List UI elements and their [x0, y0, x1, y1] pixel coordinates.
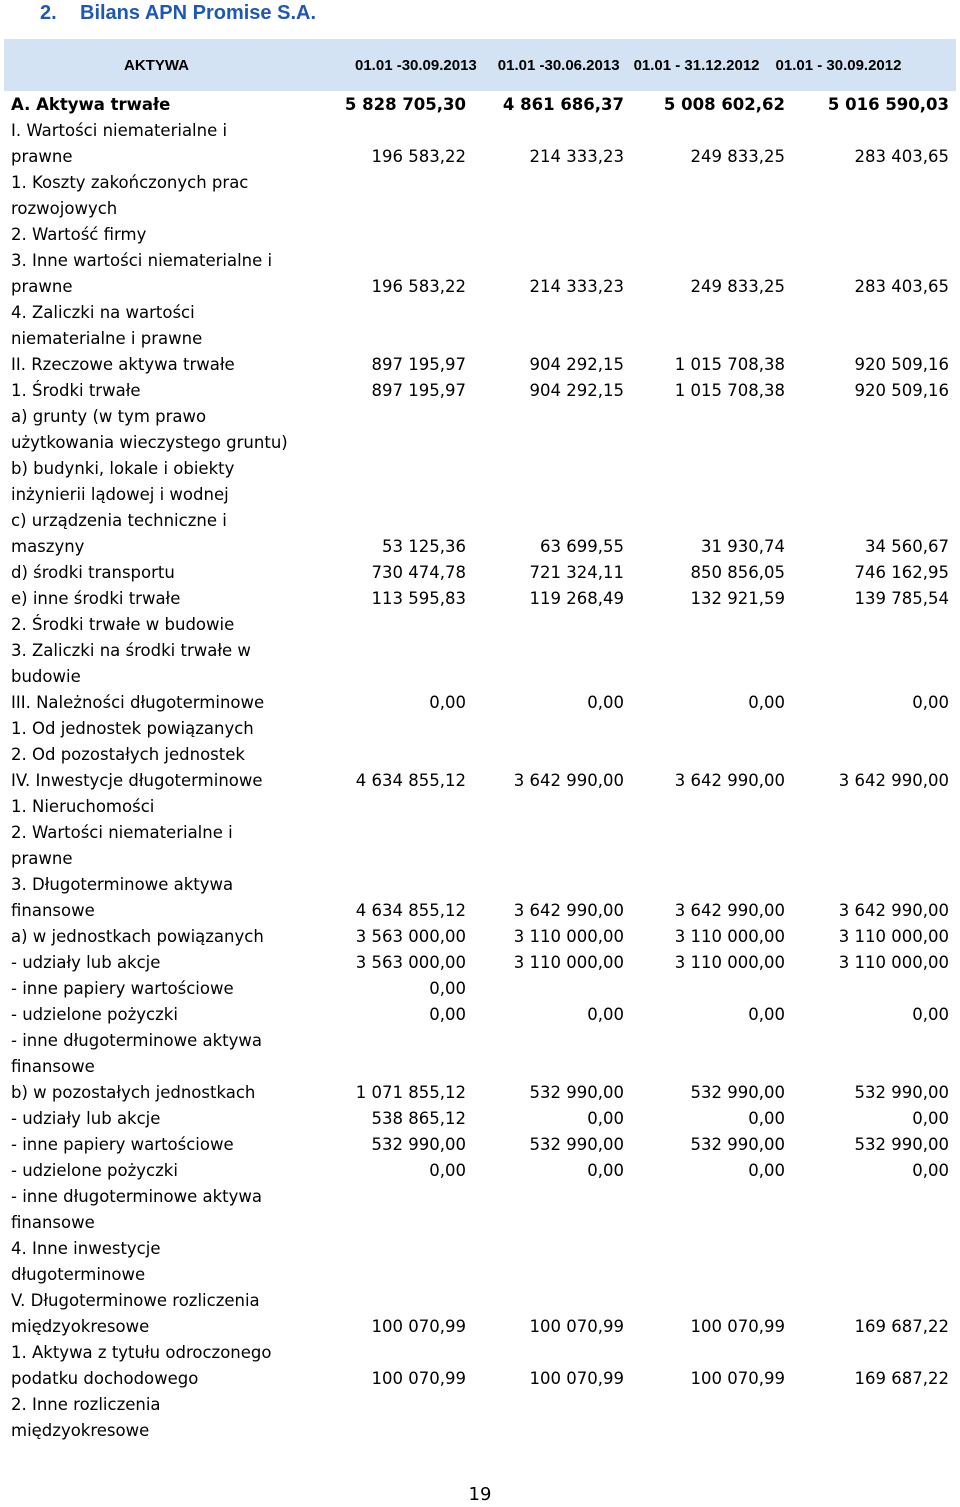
row-label [4, 1236, 334, 1288]
row-value-period-2: 532 990,00 [529, 1135, 624, 1154]
row-label [4, 1392, 334, 1444]
row-label [4, 794, 334, 820]
row-label-line: maszyny [11, 537, 85, 556]
row-value-period-4: 920 509,16 [854, 381, 949, 400]
table-row [4, 976, 956, 1002]
table-row [4, 352, 956, 378]
row-value-period-2: 214 333,23 [529, 147, 624, 166]
row-value-period-1: 532 990,00 [371, 1135, 466, 1154]
row-value-period-2: 214 333,23 [529, 277, 624, 296]
row-label-line: finansowe [11, 1057, 95, 1076]
row-value-period-1: 3 563 000,00 [355, 953, 466, 972]
row-label-line: V. Długoterminowe rozliczenia [11, 1291, 260, 1310]
table-row [4, 508, 956, 560]
table-row [4, 742, 956, 768]
table-body [4, 91, 956, 1444]
row-label-line: - inne papiery wartościowe [11, 1135, 234, 1154]
row-label [4, 1288, 334, 1340]
row-value-period-2: 4 861 686,37 [502, 95, 624, 114]
row-label-line: międzyokresowe [11, 1421, 150, 1440]
row-value-period-3: 0,00 [748, 1109, 785, 1128]
row-label [4, 508, 334, 560]
table-row [4, 1158, 956, 1184]
row-label-line: 2. Wartości niematerialne i [11, 823, 233, 842]
header-period-1: 01.01 -30.09.2013 [355, 56, 477, 74]
row-label-line: a) grunty (w tym prawo [11, 407, 207, 426]
header-period-4: 01.01 - 30.09.2012 [775, 56, 902, 74]
row-value-period-4: 34 560,67 [865, 537, 949, 556]
row-value-period-4: 532 990,00 [854, 1083, 949, 1102]
row-value-period-1: 4 634 855,12 [355, 901, 466, 920]
row-label-line: 4. Zaliczki na wartości [11, 303, 195, 322]
row-value-period-2: 0,00 [587, 693, 624, 712]
row-value-period-3: 1 015 708,38 [674, 355, 785, 374]
row-label [4, 404, 334, 456]
table-row [4, 690, 956, 716]
row-value-period-1: 730 474,78 [371, 563, 466, 582]
row-label [4, 638, 334, 690]
row-value-period-2: 100 070,99 [529, 1317, 624, 1336]
row-label [4, 950, 334, 976]
row-label [4, 1002, 334, 1028]
row-value-period-3: 100 070,99 [690, 1369, 785, 1388]
balance-sheet-table [4, 39, 956, 1444]
row-label [4, 612, 334, 638]
row-value-period-3: 0,00 [748, 693, 785, 712]
table-row [4, 872, 956, 924]
row-label-line: b) budynki, lokale i obiekty [11, 459, 235, 478]
row-label-line: - inne długoterminowe aktywa [11, 1187, 263, 1206]
row-value-period-2: 0,00 [587, 1109, 624, 1128]
row-value-period-3: 100 070,99 [690, 1317, 785, 1336]
row-label [4, 352, 334, 378]
row-value-period-4: 3 110 000,00 [838, 927, 949, 946]
row-label [4, 872, 334, 924]
row-value-period-4: 920 509,16 [854, 355, 949, 374]
row-label [4, 222, 334, 248]
row-label-line: - udzielone pożyczki [11, 1005, 178, 1024]
row-label-line: finansowe [11, 1213, 95, 1232]
row-value-period-4: 169 687,22 [854, 1369, 949, 1388]
row-label-line: 1. Nieruchomości [11, 797, 155, 816]
row-value-period-1: 0,00 [429, 693, 466, 712]
row-label-line: - udzielone pożyczki [11, 1161, 178, 1180]
row-label [4, 716, 334, 742]
row-label-line: - udziały lub akcje [11, 1109, 161, 1128]
row-label-line: 3. Inne wartości niematerialne i [11, 251, 273, 270]
table-row [4, 170, 956, 222]
row-value-period-2: 0,00 [587, 1005, 624, 1024]
table-row [4, 1288, 956, 1340]
row-label [4, 820, 334, 872]
table-row [4, 586, 956, 612]
row-label-line: rozwojowych [11, 199, 118, 218]
row-label-line: prawne [11, 147, 73, 166]
row-label-line: b) w pozostałych jednostkach [11, 1083, 256, 1102]
row-label [4, 1184, 334, 1236]
row-value-period-3: 249 833,25 [690, 147, 785, 166]
row-value-period-4: 0,00 [912, 1005, 949, 1024]
table-row [4, 1132, 956, 1158]
row-value-period-4: 0,00 [912, 693, 949, 712]
row-label [4, 768, 334, 794]
row-label-line: finansowe [11, 901, 95, 920]
row-value-period-3: 3 110 000,00 [674, 927, 785, 946]
row-label [4, 560, 334, 586]
row-label-line: użytkowania wieczystego gruntu) [11, 433, 288, 452]
row-value-period-1: 0,00 [429, 1161, 466, 1180]
row-value-period-3: 532 990,00 [690, 1083, 785, 1102]
row-label-line: 3. Zaliczki na środki trwałe w [11, 641, 251, 660]
row-label [4, 1340, 334, 1392]
row-value-period-2: 3 642 990,00 [513, 771, 624, 790]
row-label-line: 2. Środki trwałe w budowie [11, 615, 235, 634]
row-value-period-4: 0,00 [912, 1161, 949, 1180]
row-label-line: c) urządzenia techniczne i [11, 511, 227, 530]
row-value-period-3: 532 990,00 [690, 1135, 785, 1154]
row-value-period-1: 0,00 [429, 979, 466, 998]
row-label [4, 170, 334, 222]
row-label-line: - udziały lub akcje [11, 953, 161, 972]
row-label-line: e) inne środki trwałe [11, 589, 181, 608]
row-value-period-2: 100 070,99 [529, 1369, 624, 1388]
row-label [4, 586, 334, 612]
row-value-period-1: 897 195,97 [371, 355, 466, 374]
table-row [4, 950, 956, 976]
row-label-line: 1. Od jednostek powiązanych [11, 719, 254, 738]
row-value-period-3: 5 008 602,62 [663, 95, 785, 114]
row-label [4, 742, 334, 768]
row-label [4, 1080, 334, 1106]
row-value-period-1: 53 125,36 [382, 537, 466, 556]
table-row [4, 1392, 956, 1444]
table-row [4, 1236, 956, 1288]
table-row [4, 248, 956, 300]
row-value-period-1: 3 563 000,00 [355, 927, 466, 946]
row-value-period-1: 196 583,22 [371, 277, 466, 296]
header-period-3: 01.01 - 31.12.2012 [633, 56, 760, 74]
section-title: Bilans APN Promise S.A. [80, 2, 316, 24]
table-row [4, 1106, 956, 1132]
row-label-line: A. Aktywa trwałe [11, 95, 171, 114]
section-number: 2. [40, 2, 57, 24]
table-row [4, 820, 956, 872]
table-row [4, 1184, 956, 1236]
row-value-period-4: 3 110 000,00 [838, 953, 949, 972]
row-label-line: III. Należności długoterminowe [11, 693, 265, 712]
row-label [4, 1106, 334, 1132]
row-value-period-1: 897 195,97 [371, 381, 466, 400]
row-value-period-4: 169 687,22 [854, 1317, 949, 1336]
row-label [4, 1028, 334, 1080]
row-value-period-1: 100 070,99 [371, 1317, 466, 1336]
table-row [4, 1002, 956, 1028]
row-value-period-4: 532 990,00 [854, 1135, 949, 1154]
row-label [4, 456, 334, 508]
table-row [4, 638, 956, 690]
row-label [4, 92, 334, 118]
row-value-period-1: 538 865,12 [371, 1109, 466, 1128]
row-label-line: 1. Aktywa z tytułu odroczonego [11, 1343, 272, 1362]
row-value-period-2: 3 642 990,00 [513, 901, 624, 920]
row-label-line: - inne papiery wartościowe [11, 979, 234, 998]
row-value-period-4: 139 785,54 [854, 589, 949, 608]
row-label-line: prawne [11, 849, 73, 868]
row-value-period-4: 3 642 990,00 [838, 901, 949, 920]
row-label-line: inżynierii lądowej i wodnej [11, 485, 229, 504]
row-value-period-4: 283 403,65 [854, 277, 949, 296]
row-label-line: 1. Koszty zakończonych prac [11, 173, 249, 192]
table-row [4, 378, 956, 404]
row-value-period-2: 721 324,11 [529, 563, 624, 582]
table-row [4, 92, 956, 118]
row-value-period-2: 904 292,15 [529, 381, 624, 400]
row-value-period-2: 119 268,49 [529, 589, 624, 608]
row-value-period-1: 0,00 [429, 1005, 466, 1024]
table-row [4, 794, 956, 820]
row-value-period-1: 1 071 855,12 [355, 1083, 466, 1102]
table-header [4, 39, 956, 91]
row-value-period-1: 5 828 705,30 [344, 95, 466, 114]
row-value-period-4: 746 162,95 [854, 563, 949, 582]
header-aktywa: AKTYWA [124, 56, 189, 74]
row-value-period-1: 196 583,22 [371, 147, 466, 166]
row-value-period-4: 5 016 590,03 [827, 95, 949, 114]
row-value-period-3: 249 833,25 [690, 277, 785, 296]
row-label-line: 1. Środki trwałe [11, 381, 141, 400]
table-row [4, 222, 956, 248]
table-row [4, 716, 956, 742]
row-value-period-4: 3 642 990,00 [838, 771, 949, 790]
row-label [4, 248, 334, 300]
row-label [4, 300, 334, 352]
table-row [4, 612, 956, 638]
row-label-line: 3. Długoterminowe aktywa [11, 875, 234, 894]
row-label-line: prawne [11, 277, 73, 296]
row-value-period-2: 3 110 000,00 [513, 953, 624, 972]
row-value-period-3: 132 921,59 [690, 589, 785, 608]
table-row [4, 560, 956, 586]
row-label-line: długoterminowe [11, 1265, 146, 1284]
row-value-period-3: 850 856,05 [690, 563, 785, 582]
row-label-line: podatku dochodowego [11, 1369, 199, 1388]
section-heading [40, 0, 316, 26]
row-value-period-4: 0,00 [912, 1109, 949, 1128]
row-label [4, 378, 334, 404]
row-label-line: 2. Od pozostałych jednostek [11, 745, 245, 764]
row-value-period-2: 3 110 000,00 [513, 927, 624, 946]
row-value-period-3: 3 642 990,00 [674, 901, 785, 920]
row-value-period-2: 63 699,55 [540, 537, 624, 556]
row-value-period-2: 532 990,00 [529, 1083, 624, 1102]
row-value-period-3: 3 110 000,00 [674, 953, 785, 972]
row-value-period-3: 0,00 [748, 1161, 785, 1180]
row-label [4, 976, 334, 1002]
table-row [4, 768, 956, 794]
row-label [4, 118, 334, 170]
row-label-line: niematerialne i prawne [11, 329, 203, 348]
table-row [4, 118, 956, 170]
row-value-period-4: 283 403,65 [854, 147, 949, 166]
row-value-period-3: 3 642 990,00 [674, 771, 785, 790]
row-value-period-3: 1 015 708,38 [674, 381, 785, 400]
row-label [4, 690, 334, 716]
row-label-line: budowie [11, 667, 81, 686]
table-row [4, 1080, 956, 1106]
row-label-line: - inne długoterminowe aktywa [11, 1031, 263, 1050]
row-label-line: d) środki transportu [11, 563, 175, 582]
page-number: 19 [468, 1484, 492, 1505]
row-value-period-1: 4 634 855,12 [355, 771, 466, 790]
table-row [4, 1340, 956, 1392]
row-value-period-1: 100 070,99 [371, 1369, 466, 1388]
table-row [4, 1028, 956, 1080]
row-value-period-3: 31 930,74 [701, 537, 785, 556]
row-value-period-1: 113 595,83 [371, 589, 466, 608]
table-row [4, 404, 956, 456]
row-label-line: 2. Inne rozliczenia [11, 1395, 161, 1414]
header-period-2: 01.01 -30.06.2013 [497, 56, 620, 74]
table-row [4, 300, 956, 352]
row-value-period-3: 0,00 [748, 1005, 785, 1024]
row-label-line: I. Wartości niematerialne i [11, 121, 228, 140]
row-label-line: IV. Inwestycje długoterminowe [11, 771, 263, 790]
table-row [4, 456, 956, 508]
row-label [4, 1132, 334, 1158]
row-label [4, 1158, 334, 1184]
row-label-line: międzyokresowe [11, 1317, 150, 1336]
row-label-line: II. Rzeczowe aktywa trwałe [11, 355, 235, 374]
row-label-line: a) w jednostkach powiązanych [11, 927, 264, 946]
row-label-line: 2. Wartość firmy [11, 225, 147, 244]
table-row [4, 924, 956, 950]
row-label [4, 924, 334, 950]
row-value-period-2: 904 292,15 [529, 355, 624, 374]
row-value-period-2: 0,00 [587, 1161, 624, 1180]
row-label-line: 4. Inne inwestycje [11, 1239, 161, 1258]
